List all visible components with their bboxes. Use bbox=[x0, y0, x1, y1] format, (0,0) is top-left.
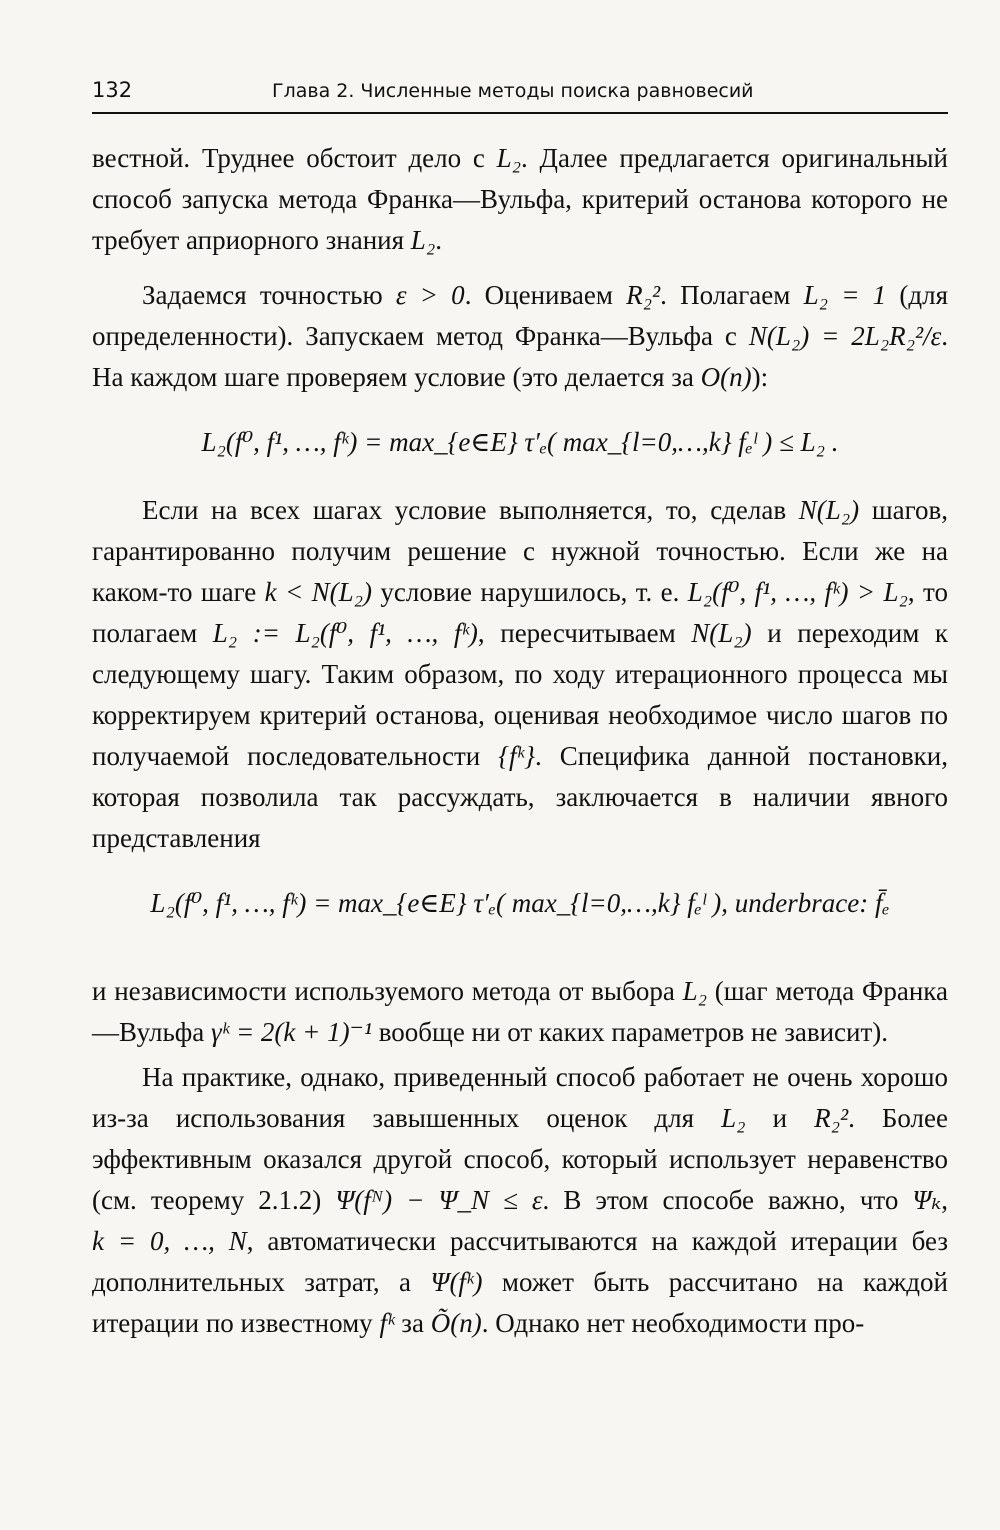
paragraph-5 bbox=[92, 1057, 948, 1344]
p1-math-1: L₂ bbox=[496, 143, 522, 173]
p5-text-2: и bbox=[745, 1103, 815, 1133]
p5-math-7: fᵏ bbox=[379, 1308, 395, 1338]
p2-text-2: . Оцениваем bbox=[464, 280, 627, 310]
p3-text-4: , то полагаем bbox=[92, 577, 948, 648]
paragraph-3 bbox=[92, 490, 948, 859]
p2-math-2: R₂² bbox=[626, 280, 661, 310]
p5-math-3: Ψ(fᴺ) − Ψ_N ≤ ε bbox=[335, 1185, 543, 1215]
p3-math-5: N(L₂) bbox=[691, 618, 752, 648]
p5-math-4: Ψₖ bbox=[912, 1185, 942, 1215]
p1-text-1: вестной. Труднее обстоит дело с bbox=[92, 143, 497, 173]
page-header bbox=[92, 72, 948, 114]
p5-math-1: L₂ bbox=[721, 1103, 746, 1133]
p3-text-5: , пересчитываем bbox=[477, 618, 692, 648]
p3-math-6: {fᵏ} bbox=[498, 741, 535, 771]
formula-2-expression: L₂(f⁰, f¹, …, fᵏ) = max_{e∈E} τ′ₑ( max_{l=0,…,k} fₑˡ ), underbrace: f̄ₑ bbox=[150, 888, 890, 918]
body-text bbox=[92, 138, 948, 1344]
p5-math-2: R₂² bbox=[814, 1103, 849, 1133]
p5-text-6: , автоматически рассчитываются на каждой итерации без дополнительных затрат, а bbox=[92, 1226, 948, 1297]
p2-text-5: . На каждом шаге проверяем условие (это делается за bbox=[92, 321, 948, 392]
p3-text-2: шагов, гарантированно получим решение с нужной точностью. Если же на каком-то шаге bbox=[92, 495, 948, 607]
p1-text-3: . bbox=[435, 225, 442, 255]
paragraph-4 bbox=[92, 971, 948, 1053]
p4-text-3: вообще ни от каких параметров не зависит). bbox=[371, 1017, 889, 1047]
p2-math-1: ε > 0 bbox=[395, 280, 465, 310]
p5-text-1: На практике, однако, приведенный способ работает не очень хорошо из-за использования завышенных оценок для bbox=[92, 1062, 948, 1133]
p1-text-2: . Далее предлагается оригинальный способ запуска метода Франка—Вульфа, критерий останова которого не требует априорного знания bbox=[92, 143, 948, 255]
p3-math-2: k < N(L₂) bbox=[264, 577, 373, 607]
p5-text-9: . Однако нет необходимости про- bbox=[481, 1308, 865, 1338]
p3-math-4: L₂ := L₂(f⁰, f¹, …, fᵏ) bbox=[212, 618, 478, 648]
p1-math-2: L₂ bbox=[410, 225, 436, 255]
p2-text-3: . Полагаем bbox=[660, 280, 804, 310]
p5-text-8: за bbox=[394, 1308, 431, 1338]
p4-math-2: γᵏ = 2(k + 1)⁻¹ bbox=[210, 1017, 372, 1047]
p5-math-8: Õ(n) bbox=[430, 1308, 482, 1338]
p3-text-6: и переходим к следующему шагу. Таким образом, по ходу итерационного процесса мы корректируем критерий останова, оценивая необходимое число шагов по получаемой последовательности bbox=[92, 618, 949, 771]
formula-1 bbox=[92, 418, 948, 466]
p3-math-1: N(L₂) bbox=[798, 495, 860, 525]
p2-text-1: Задаемся точностью bbox=[142, 280, 396, 310]
p4-math-1: L₂ bbox=[682, 976, 707, 1006]
p5-math-6: Ψ(fᵏ) bbox=[430, 1267, 483, 1297]
p5-text-5: , bbox=[941, 1185, 949, 1215]
paragraph-2 bbox=[92, 275, 948, 398]
p2-math-5: O(n) bbox=[700, 362, 752, 392]
p2-math-4: N(L₂) = 2L₂R₂²/ε bbox=[748, 321, 942, 351]
p5-text-4: . В этом способе важно, что bbox=[542, 1185, 913, 1215]
p2-math-3: L₂ = 1 bbox=[803, 280, 887, 310]
p5-math-5: k = 0, …, N bbox=[92, 1226, 247, 1256]
p3-math-3: L₂(f⁰, f¹, …, fᵏ) > L₂ bbox=[687, 577, 908, 607]
running-title: Глава 2. Численные методы поиска равновесий bbox=[272, 80, 754, 102]
formula-2 bbox=[92, 879, 948, 927]
p5-text-3: . Более эффективным оказался другой способ, который использует неравенство (см. теорему 2.1.2) bbox=[92, 1103, 948, 1215]
p2-text-4: (для определенности). Запускаем метод Франка—Вульфа с bbox=[92, 280, 949, 351]
page-number: 132 bbox=[92, 78, 133, 102]
paragraph-1 bbox=[92, 138, 948, 261]
p5-text-7: может быть рассчитано на каждой итерации по известному bbox=[92, 1267, 948, 1338]
p3-text-3: условие нарушилось, т. е. bbox=[372, 577, 688, 607]
p2-text-6: ): bbox=[751, 362, 769, 392]
p4-text-1: и независимости используемого метода от выбора bbox=[92, 976, 683, 1006]
p3-text-1: Если на всех шагах условие выполняется, то, сделав bbox=[142, 495, 799, 525]
formula-1-expression: L₂(f⁰, f¹, …, fᵏ) = max_{e∈E} τ′ₑ( max_{l=0,…,k} fₑˡ ) ≤ L₂ . bbox=[201, 427, 839, 457]
p4-text-2: (шаг метода Франка—Вульфа bbox=[92, 976, 948, 1047]
p3-text-7: . Специфика данной постановки, которая позволила так рассуждать, заключается в наличии явного представления bbox=[92, 741, 949, 853]
